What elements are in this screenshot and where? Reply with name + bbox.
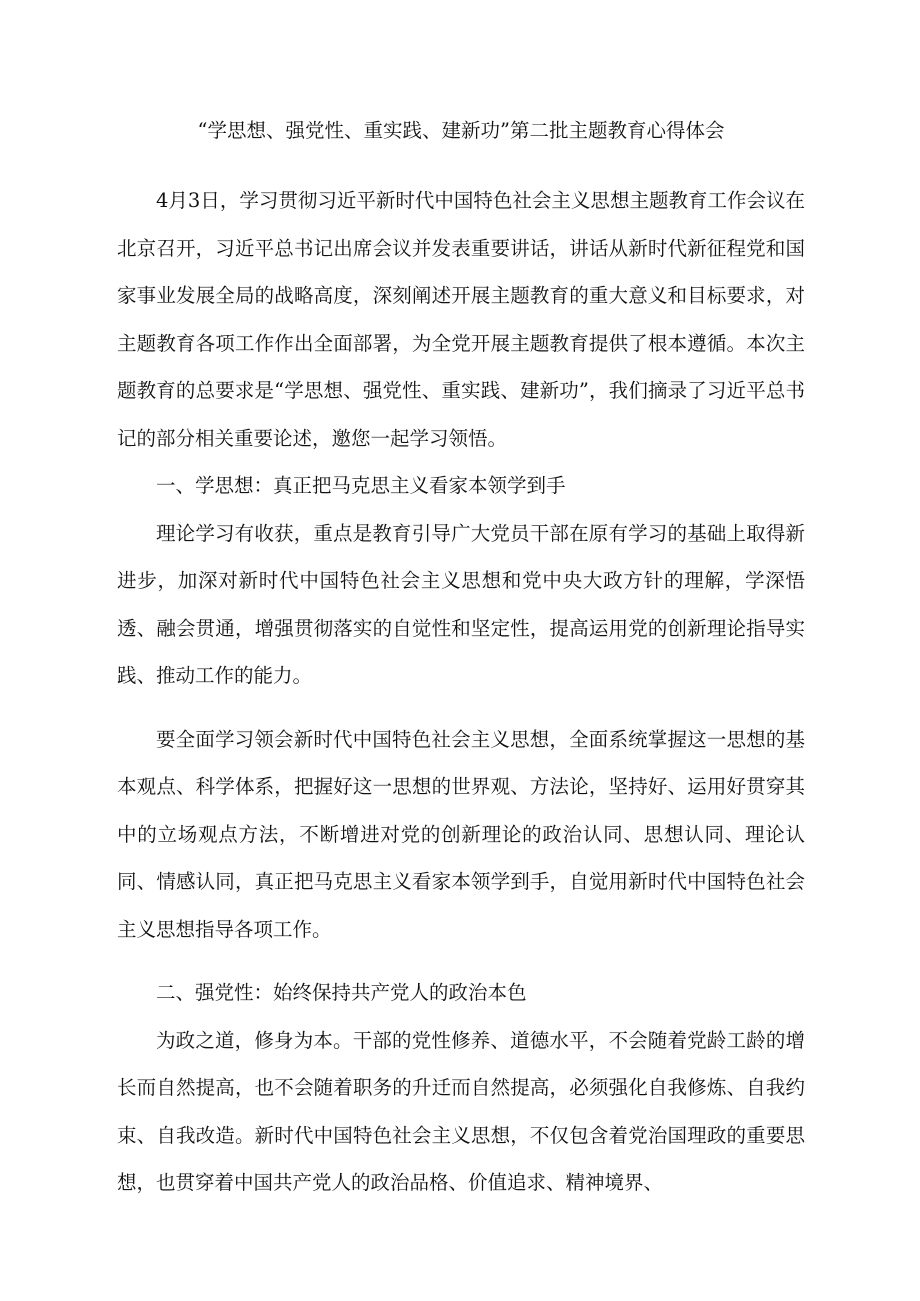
paragraph-1: 理论学习有收获，重点是教育引导广大党员干部在原有学习的基础上取得新进步，加深对新时代中国特色社会主义思想和党中央大政方针的理解，学深悟透、融会贯通，增强贯彻落实的自觉性和坚定性，提高运用党的创新理论指导实践、推动工作的能力。 bbox=[117, 521, 805, 687]
section-heading-1: 一、学思想：真正把马克思主义看家本领学到手 bbox=[156, 474, 566, 497]
paragraph-3: 为政之道，修身为本。干部的党性修养、道德水平，不会随着党龄工龄的增长而自然提高，也不会随着职务的升迁而自然提高，必须强化自我修炼、自我约束、自我改造。新时代中国特色社会主义思想，不仅包含着党治国理政的重要思想，也贯穿着中国共产党人的政治品格、价值追求、精神境界、 bbox=[117, 1028, 805, 1194]
paragraph-2: 要全面学习领会新时代中国特色社会主义思想，全面系统掌握这一思想的基本观点、科学体系，把握好这一思想的世界观、方法论，坚持好、运用好贯穿其中的立场观点方法，不断增进对党的创新理论的政治认同、思想认同、理论认同、情感认同，真正把马克思主义看家本领学到手，自觉用新时代中国特色社会主义思想指导各项工作。 bbox=[117, 727, 805, 941]
paragraph-gap bbox=[117, 700, 805, 716]
document-body bbox=[117, 106, 805, 1207]
paragraph-intro: 4月3日，学习贯彻习近平新时代中国特色社会主义思想主题教育工作会议在北京召开，习近平总书记出席会议并发表重要讲话，讲话从新时代新征程党和国家事业发展全局的战略高度，深刻阐述开展主题教育的重大意义和目标要求，对主题教育各项工作作出全面部署，为全党开展主题教育提供了根本遵循。本次主题教育的总要求是“学思想、强党性、重实践、建新功”，我们摘录了习近平总书记的部分相关重要论述，邀您一起学习领悟。 bbox=[117, 189, 805, 450]
section-heading-2: 二、强党性：始终保持共产党人的政治本色 bbox=[156, 981, 527, 1004]
document-title: “学思想、强党性、重实践、建新功”第二批主题教育心得体会 bbox=[197, 119, 725, 142]
paragraph-gap bbox=[117, 953, 805, 969]
